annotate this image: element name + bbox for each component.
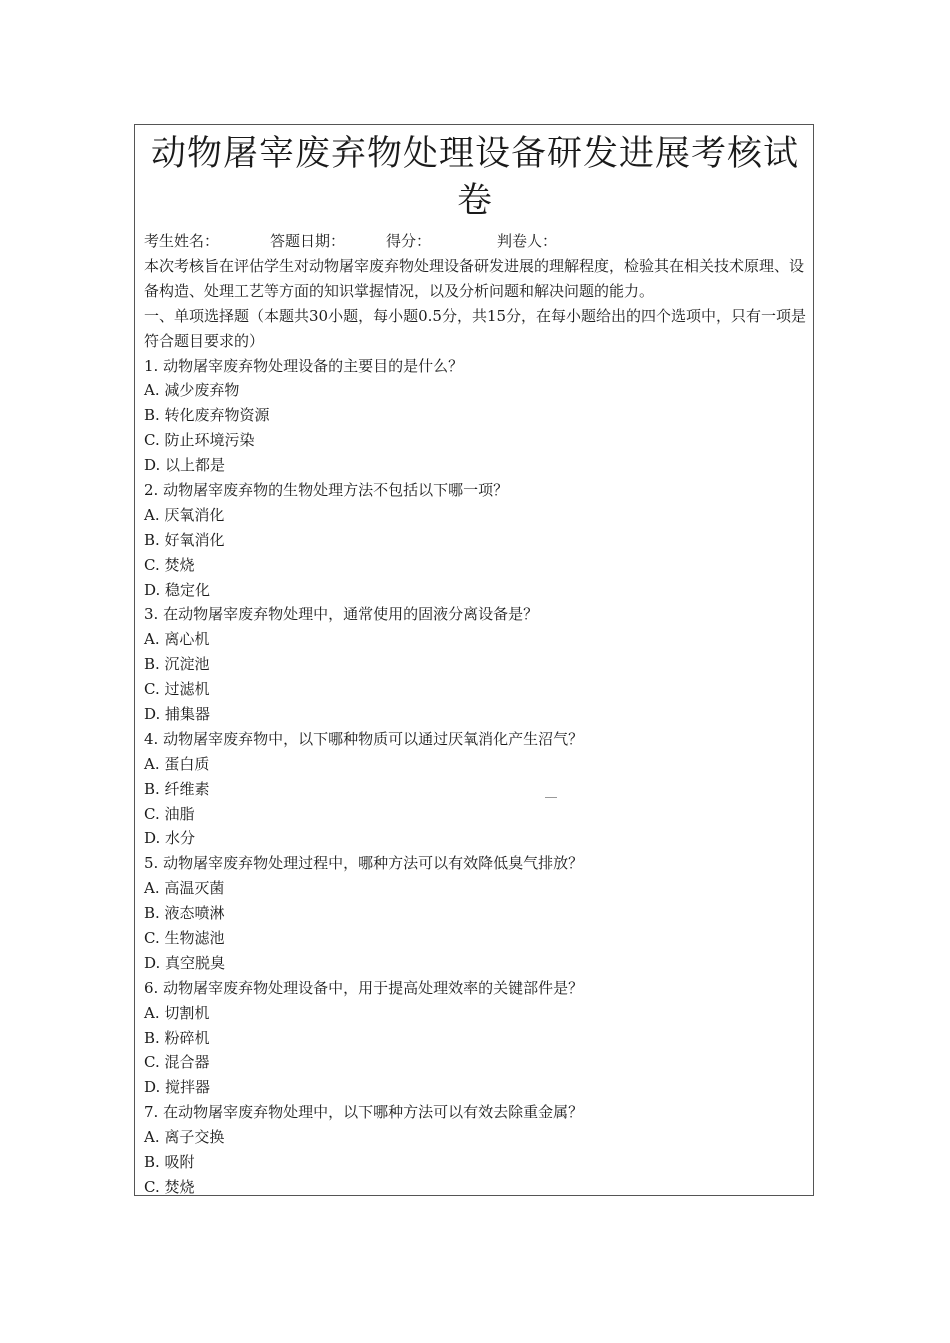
stray-dash-mark <box>545 797 557 798</box>
question-option: C. 焚烧 <box>144 555 195 574</box>
question-option: D. 真空脱臭 <box>144 953 226 972</box>
question-list <box>144 354 808 1200</box>
question-stem: 7. 在动物屠宰废弃物处理中，以下哪种方法可以有效去除重金属？ <box>144 1103 584 1122</box>
question-stem: 5. 动物屠宰废弃物处理过程中，哪种方法可以有效降低臭气排放？ <box>144 854 584 873</box>
question-option: A. 厌氧消化 <box>144 505 225 524</box>
question-option: D. 水分 <box>144 829 196 848</box>
question-option: D. 以上都是 <box>144 456 226 475</box>
question-option: B. 好氧消化 <box>144 530 225 549</box>
candidate-info-row <box>144 229 808 254</box>
question-option: B. 液态喷淋 <box>144 904 225 923</box>
question-stem: 6. 动物屠宰废弃物处理设备中，用于提高处理效率的关键部件是？ <box>144 978 584 997</box>
answer-date-label: 答题日期： <box>270 232 346 250</box>
question-option: B. 粉碎机 <box>144 1028 210 1047</box>
question-option: C. 混合器 <box>144 1053 210 1072</box>
question-option: C. 生物滤池 <box>144 929 225 947</box>
question-option: D. 稳定化 <box>144 580 211 599</box>
question-option: B. 吸附 <box>144 1153 195 1172</box>
exam-content <box>144 229 808 1200</box>
question-option: B. 沉淀池 <box>144 655 210 674</box>
question-option: B. 转化废弃物资源 <box>144 406 270 425</box>
question-option: A. 离子交换 <box>144 1128 225 1147</box>
question-option: A. 减少废弃物 <box>144 381 240 400</box>
candidate-name-label: 考生姓名： <box>144 232 220 250</box>
exam-intro: 本次考核旨在评估学生对动物屠宰废弃物处理设备研发进展的理解程度，检验其在相关技术原理、设备构造、处理工艺等方面的知识掌握情况，以及分析问题和解决问题的能力。 <box>144 256 805 300</box>
question-stem: 1. 动物屠宰废弃物处理设备的主要目的是什么？ <box>144 356 464 375</box>
exam-paper-frame <box>134 124 814 1196</box>
exam-title: 动物屠宰废弃物处理设备研发进展考核试卷 <box>150 134 799 221</box>
question-option: C. 防止环境污染 <box>144 431 255 450</box>
question-option: B. 纤维素 <box>144 779 210 798</box>
question-stem: 3. 在动物屠宰废弃物处理中，通常使用的固液分离设备是？ <box>144 605 539 624</box>
grader-label: 判卷人： <box>497 232 558 250</box>
question-option: D. 搅拌器 <box>144 1078 211 1097</box>
question-option: C. 油脂 <box>144 804 195 823</box>
question-stem: 2. 动物屠宰废弃物的生物处理方法不包括以下哪一项？ <box>144 480 509 499</box>
question-option: D. 捕集器 <box>144 704 211 723</box>
question-option: A. 蛋白质 <box>144 754 210 773</box>
score-label: 得分： <box>386 232 432 250</box>
question-option: C. 过滤机 <box>144 680 210 699</box>
section-header-single-choice: 一、单项选择题（本题共30小题，每小题0.5分，共15分，在每小题给出的四个选项中，只有一项是符合题目要求的） <box>144 306 807 350</box>
question-option: A. 切割机 <box>144 1003 210 1022</box>
question-option: C. 焚烧 <box>144 1177 195 1196</box>
question-option: A. 离心机 <box>144 630 210 649</box>
question-stem: 4. 动物屠宰废弃物中，以下哪种物质可以通过厌氧消化产生沼气？ <box>144 729 584 748</box>
question-option: A. 高温灭菌 <box>144 879 225 898</box>
